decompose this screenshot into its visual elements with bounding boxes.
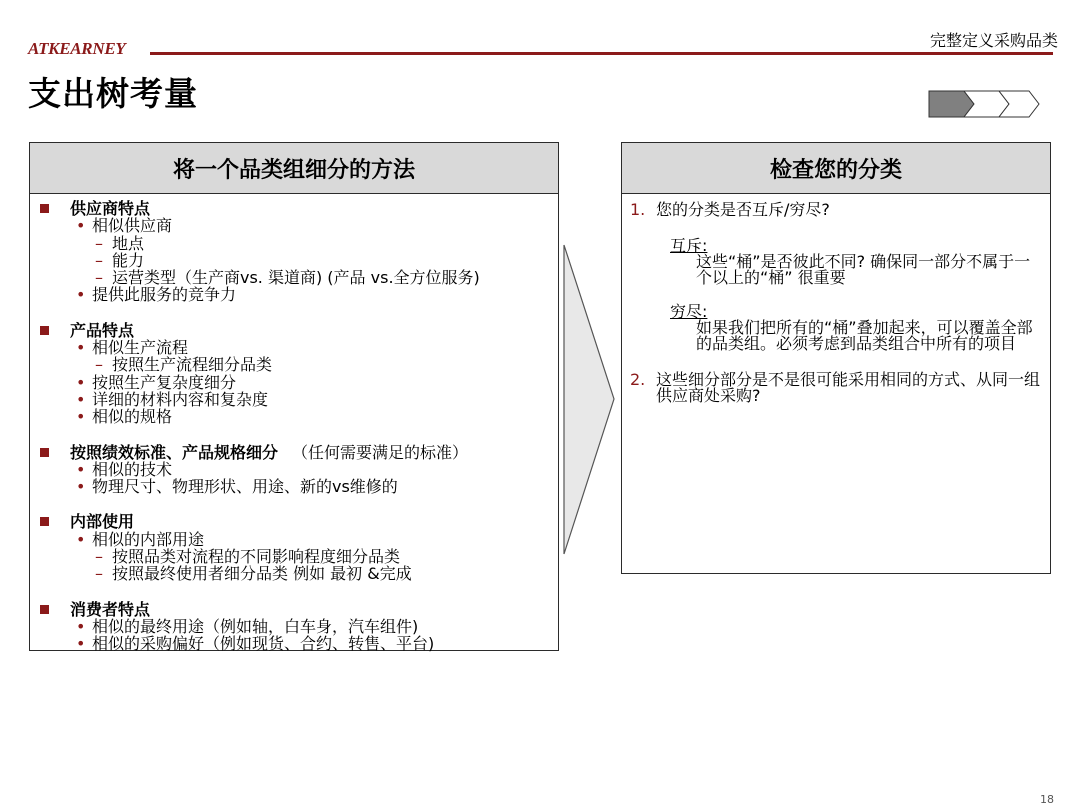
methods-list bbox=[30, 194, 558, 653]
method-sub-bullet bbox=[40, 548, 548, 565]
method-sub-bullet-text: 地点 bbox=[112, 233, 145, 253]
header-rule bbox=[150, 52, 1053, 55]
definition-exhaustive: 如果我们把所有的“桶”叠加起来，可以覆盖全部的品类组。必须考虑到品类组合中所有的项目 bbox=[696, 318, 1033, 353]
method-bullet-text: 相似的技术 bbox=[92, 459, 173, 479]
dash-bullet-icon: – bbox=[95, 564, 103, 584]
method-sub-bullet-text: 按照品类对流程的不同影响程度细分品类 bbox=[112, 547, 401, 567]
method-category bbox=[40, 200, 548, 217]
check-panel bbox=[621, 142, 1051, 574]
method-sub-bullet-text: 按照生产流程细分品类 bbox=[112, 355, 273, 375]
definition-exclusive: 这些“桶”是否彼此不同? 确保同一部分不属于一个以上的“桶” 很重要 bbox=[696, 252, 1031, 287]
section-label: 完整定义采购品类 bbox=[929, 31, 1058, 50]
term-exhaustive: 穷尽: bbox=[670, 302, 708, 321]
method-bullet-text: 相似的最终用途（例如轴，白车身，汽车组件) bbox=[92, 616, 419, 636]
method-bullet bbox=[40, 374, 548, 391]
methods-panel-title: 将一个品类组细分的方法 bbox=[30, 143, 558, 194]
method-bullet bbox=[40, 217, 548, 234]
dash-bullet-icon: – bbox=[95, 268, 103, 288]
dash-bullet-icon: – bbox=[95, 233, 103, 253]
method-category-heading: 消费者特点 bbox=[70, 599, 151, 619]
method-bullet bbox=[40, 531, 548, 548]
method-group bbox=[40, 601, 548, 653]
dash-bullet-icon: – bbox=[95, 355, 103, 375]
page-title: 支出树考量 bbox=[28, 74, 198, 113]
progress-chevrons bbox=[928, 90, 1040, 118]
bullet-dot-icon: • bbox=[76, 389, 86, 409]
transition-arrow bbox=[563, 244, 615, 555]
dash-bullet-icon: – bbox=[95, 250, 103, 270]
method-sub-bullet-text: 运营类型（生产商vs. 渠道商) (产品 vs.全方位服务) bbox=[112, 268, 480, 288]
bullet-dot-icon: • bbox=[76, 529, 86, 549]
question-2 bbox=[630, 372, 1040, 404]
method-group bbox=[40, 444, 548, 496]
bullet-dot-icon: • bbox=[76, 372, 86, 392]
bullet-dot-icon: • bbox=[76, 216, 86, 236]
method-sub-bullet bbox=[40, 356, 548, 373]
method-category-heading: 按照绩效标准、产品规格细分 bbox=[70, 442, 279, 462]
method-bullet-text: 相似供应商 bbox=[92, 216, 173, 236]
method-group bbox=[40, 513, 548, 582]
method-sub-bullet bbox=[40, 565, 548, 582]
method-bullet-text: 相似生产流程 bbox=[92, 338, 189, 358]
method-bullet bbox=[40, 635, 548, 652]
bullet-dot-icon: • bbox=[76, 459, 86, 479]
method-category-note: （任何需要满足的标准） bbox=[292, 442, 469, 462]
bullet-dot-icon: • bbox=[76, 338, 86, 358]
check-list bbox=[622, 194, 1050, 404]
dash-bullet-icon: – bbox=[95, 547, 103, 567]
method-bullet-text: 相似的采购偏好（例如现货、合约、转售、平台) bbox=[92, 634, 435, 654]
method-category bbox=[40, 513, 548, 530]
question-2-text: 这些细分部分是不是很可能采用相同的方式、从同一组供应商处采购? bbox=[656, 370, 1041, 405]
question-1 bbox=[630, 202, 1040, 218]
method-category bbox=[40, 322, 548, 339]
method-bullet bbox=[40, 461, 548, 478]
methods-panel bbox=[29, 142, 559, 654]
square-bullet-icon bbox=[40, 204, 49, 213]
bullet-dot-icon: • bbox=[76, 285, 86, 305]
bullet-dot-icon: • bbox=[76, 407, 86, 427]
method-bullet bbox=[40, 391, 548, 408]
question-1-number: 1. bbox=[630, 200, 646, 219]
method-category bbox=[40, 601, 548, 618]
check-panel-title: 检查您的分类 bbox=[622, 143, 1050, 194]
square-bullet-icon bbox=[40, 605, 49, 614]
method-bullet bbox=[40, 286, 548, 303]
method-group bbox=[40, 322, 548, 426]
method-bullet-text: 提供此服务的竞争力 bbox=[92, 285, 237, 305]
square-bullet-icon bbox=[40, 448, 49, 457]
bullet-dot-icon: • bbox=[76, 616, 86, 636]
method-category-heading: 产品特点 bbox=[70, 320, 135, 340]
method-bullet-text: 相似的规格 bbox=[92, 407, 173, 427]
method-bullet bbox=[40, 339, 548, 356]
company-logo: ATKEARNEY bbox=[28, 39, 126, 58]
square-bullet-icon bbox=[40, 517, 49, 526]
method-bullet bbox=[40, 408, 548, 425]
square-bullet-icon bbox=[40, 326, 49, 335]
method-bullet bbox=[40, 478, 548, 495]
question-1-text: 您的分类是否互斥/穷尽? bbox=[656, 200, 830, 219]
page-number: 18 bbox=[1040, 793, 1054, 806]
bullet-dot-icon: • bbox=[76, 634, 86, 654]
method-bullet-text: 按照生产复杂度细分 bbox=[92, 372, 237, 392]
method-sub-bullet bbox=[40, 269, 548, 286]
method-sub-bullet bbox=[40, 252, 548, 269]
method-bullet-text: 相似的内部用途 bbox=[92, 529, 205, 549]
method-category-heading: 供应商特点 bbox=[70, 199, 151, 218]
method-category-heading: 内部使用 bbox=[70, 512, 135, 532]
method-bullet-text: 详细的材料内容和复杂度 bbox=[92, 389, 269, 409]
method-group bbox=[40, 200, 548, 304]
method-bullet-text: 物理尺寸、物理形状、用途、新的vs维修的 bbox=[92, 477, 398, 497]
method-sub-bullet bbox=[40, 235, 548, 252]
bullet-dot-icon: • bbox=[76, 477, 86, 497]
method-sub-bullet-text: 能力 bbox=[112, 250, 145, 270]
term-exclusive: 互斥: bbox=[670, 236, 708, 255]
question-2-number: 2. bbox=[630, 370, 646, 389]
method-bullet bbox=[40, 618, 548, 635]
method-sub-bullet-text: 按照最终使用者细分品类 例如 最初 &完成 bbox=[112, 564, 412, 584]
method-category bbox=[40, 444, 548, 461]
